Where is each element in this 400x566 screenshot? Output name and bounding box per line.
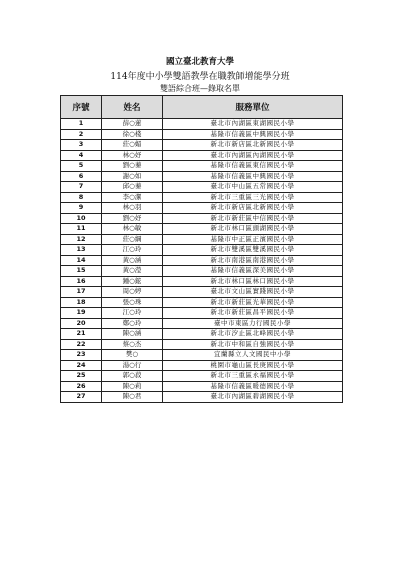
row-number: 25 bbox=[61, 371, 102, 382]
column-header-number: 序號 bbox=[61, 96, 102, 119]
school-name: 新北市汐止區北峰國民小學 bbox=[163, 329, 343, 340]
school-name: 基隆市信義區中興國民小學 bbox=[163, 129, 343, 140]
school-name: 新北市南港區南港國民小學 bbox=[163, 255, 343, 266]
table-body bbox=[61, 119, 343, 403]
table-row bbox=[61, 119, 343, 130]
table-header-row bbox=[61, 96, 343, 119]
table-row bbox=[61, 360, 343, 371]
row-number: 14 bbox=[61, 255, 102, 266]
student-name: 莊○綱 bbox=[102, 234, 163, 245]
student-name: 薛○蓮 bbox=[102, 119, 163, 130]
row-number: 11 bbox=[61, 224, 102, 235]
admission-table bbox=[60, 95, 343, 403]
student-name: 張○珠 bbox=[102, 297, 163, 308]
table-row bbox=[61, 276, 343, 287]
school-name: 新北市新店區北新國民小學 bbox=[163, 140, 343, 151]
row-number: 17 bbox=[61, 287, 102, 298]
row-number: 6 bbox=[61, 171, 102, 182]
table-row bbox=[61, 371, 343, 382]
student-name: 邱○蓁 bbox=[102, 182, 163, 193]
school-name: 基隆市信義區東信國民小學 bbox=[163, 161, 343, 172]
table-row bbox=[61, 150, 343, 161]
student-name: 陳○莉 bbox=[102, 381, 163, 392]
table-row bbox=[61, 224, 343, 235]
student-name: 江○玲 bbox=[102, 245, 163, 256]
student-name: 劉○妤 bbox=[102, 213, 163, 224]
table-row bbox=[61, 350, 343, 361]
school-name: 臺北市中山區五常國民小學 bbox=[163, 182, 343, 193]
student-name: 陳○涵 bbox=[102, 329, 163, 340]
row-number: 7 bbox=[61, 182, 102, 193]
row-number: 26 bbox=[61, 381, 102, 392]
row-number: 16 bbox=[61, 276, 102, 287]
table-row bbox=[61, 129, 343, 140]
row-number: 18 bbox=[61, 297, 102, 308]
student-name: 徐○棧 bbox=[102, 129, 163, 140]
table-row bbox=[61, 318, 343, 329]
table-row bbox=[61, 171, 343, 182]
table-row bbox=[61, 182, 343, 193]
table-row bbox=[61, 266, 343, 277]
student-name: 周○婷 bbox=[102, 287, 163, 298]
school-name: 基隆市信義區暖德國民小學 bbox=[163, 381, 343, 392]
school-name: 基隆市信義區深美國民小學 bbox=[163, 266, 343, 277]
row-number: 22 bbox=[61, 339, 102, 350]
student-name: 劉○蓁 bbox=[102, 161, 163, 172]
school-name: 臺北市文山區實踐國民小學 bbox=[163, 287, 343, 298]
school-name: 新北市雙溪區雙溪國民小學 bbox=[163, 245, 343, 256]
student-name: 蔡○杰 bbox=[102, 339, 163, 350]
row-number: 27 bbox=[61, 392, 102, 403]
program-title: 114年度中小學雙語教學在職教師增能學分班 bbox=[110, 72, 290, 82]
school-name: 新北市林口區林口國民小學 bbox=[163, 276, 343, 287]
row-number: 4 bbox=[61, 150, 102, 161]
school-name: 基隆市中正區正濱國民小學 bbox=[163, 234, 343, 245]
school-name: 新北市中和區自強國民小學 bbox=[163, 339, 343, 350]
student-name: 湯○行 bbox=[102, 360, 163, 371]
row-number: 1 bbox=[61, 119, 102, 130]
student-name: 陳○君 bbox=[102, 392, 163, 403]
student-name: 黃○瀅 bbox=[102, 266, 163, 277]
student-name: 樊○ bbox=[102, 350, 163, 361]
school-name: 新北市林口區頭湖國民小學 bbox=[163, 224, 343, 235]
row-number: 10 bbox=[61, 213, 102, 224]
row-number: 23 bbox=[61, 350, 102, 361]
student-name: 林○羽 bbox=[102, 203, 163, 214]
table-row bbox=[61, 203, 343, 214]
school-name: 新北市新莊區中信國民小學 bbox=[163, 213, 343, 224]
student-name: 郭○菽 bbox=[102, 371, 163, 382]
column-header-name: 姓名 bbox=[102, 96, 163, 119]
student-name: 鄭○玲 bbox=[102, 318, 163, 329]
row-number: 3 bbox=[61, 140, 102, 151]
student-name: 黃○涵 bbox=[102, 255, 163, 266]
table-row bbox=[61, 297, 343, 308]
row-number: 13 bbox=[61, 245, 102, 256]
table-row bbox=[61, 308, 343, 319]
table-row bbox=[61, 255, 343, 266]
row-number: 5 bbox=[61, 161, 102, 172]
table-row bbox=[61, 381, 343, 392]
school-name: 臺北市內湖區東湖國民小學 bbox=[163, 119, 343, 130]
table-row bbox=[61, 192, 343, 203]
school-name: 宜蘭縣立人文國民中小學 bbox=[163, 350, 343, 361]
table-row bbox=[61, 392, 343, 403]
table-row bbox=[61, 161, 343, 172]
school-name: 臺北市內湖區內湖國民小學 bbox=[163, 150, 343, 161]
school-name: 新北市新莊區光華國民小學 bbox=[163, 297, 343, 308]
row-number: 15 bbox=[61, 266, 102, 277]
row-number: 8 bbox=[61, 192, 102, 203]
student-name: 李○潔 bbox=[102, 192, 163, 203]
student-name: 林○妤 bbox=[102, 150, 163, 161]
school-name: 臺北市內湖區碧湖國民小學 bbox=[163, 392, 343, 403]
school-name: 新北市三重區永福國民小學 bbox=[163, 371, 343, 382]
student-name: 莊○媚 bbox=[102, 140, 163, 151]
row-number: 19 bbox=[61, 308, 102, 319]
school-name: 新北市三重區三光國民小學 bbox=[163, 192, 343, 203]
row-number: 21 bbox=[61, 329, 102, 340]
university-title: 國立臺北教育大學 bbox=[165, 57, 234, 67]
table-row bbox=[61, 245, 343, 256]
student-name: 林○敏 bbox=[102, 224, 163, 235]
school-name: 新北市新莊區昌平國民小學 bbox=[163, 308, 343, 319]
row-number: 20 bbox=[61, 318, 102, 329]
row-number: 24 bbox=[61, 360, 102, 371]
school-name: 基隆市信義區中興國民小學 bbox=[163, 171, 343, 182]
row-number: 9 bbox=[61, 203, 102, 214]
row-number: 12 bbox=[61, 234, 102, 245]
row-number: 2 bbox=[61, 129, 102, 140]
student-name: 鍾○鋐 bbox=[102, 276, 163, 287]
table-row bbox=[61, 234, 343, 245]
school-name: 臺中市東區力行國民小學 bbox=[163, 318, 343, 329]
list-subtitle: 雙語綜合班—錄取名單 bbox=[160, 84, 240, 93]
table-row bbox=[61, 213, 343, 224]
table-row bbox=[61, 339, 343, 350]
table-row bbox=[61, 287, 343, 298]
school-name: 新北市新店區北新國民小學 bbox=[163, 203, 343, 214]
table-row bbox=[61, 140, 343, 151]
table-row bbox=[61, 329, 343, 340]
student-name: 江○玲 bbox=[102, 308, 163, 319]
school-name: 桃園市龜山區長庚國民小學 bbox=[163, 360, 343, 371]
column-header-school: 服務單位 bbox=[163, 96, 343, 119]
student-name: 謝○如 bbox=[102, 171, 163, 182]
